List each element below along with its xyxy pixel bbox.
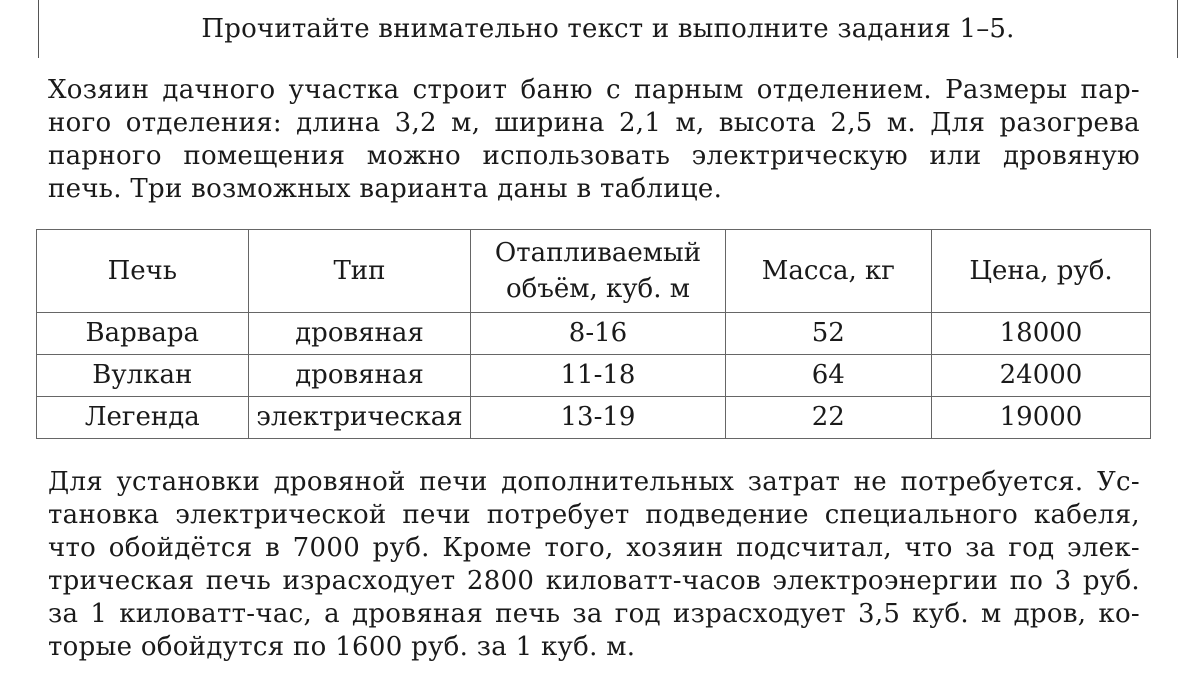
header-price: Цена, руб.: [932, 230, 1151, 313]
details-line: торые обойдутся по 1600 руб. за 1 куб. м.: [48, 632, 636, 662]
intro-line: ного отделения: длина 3,2 м, ширина 2,1 м, высота 2,5 м. Для разогрева: [48, 108, 1140, 138]
cell-mass: 64: [725, 355, 931, 397]
cell-price: 24000: [932, 355, 1151, 397]
cell-volume: 11-18: [471, 355, 725, 397]
intro-line: Хозяин дачного участка строит баню с парным отделением. Размеры пар-: [48, 75, 1140, 105]
details-line: что обойдётся в 7000 руб. Кроме того, хозяин подсчитал, что за год элек-: [48, 533, 1140, 563]
task-instruction: Прочитайте внимательно текст и выполните задания 1–5.: [201, 14, 1015, 44]
header-volume-line1: Отапливаемый: [494, 238, 702, 268]
table-row: [37, 355, 1151, 397]
details-line: трическая печь израсходует 2800 киловатт-часов электроэнергии по 3 руб.: [48, 566, 1140, 596]
header-type: Тип: [248, 230, 471, 313]
cell-volume: 13-19: [471, 397, 725, 439]
cell-oven: Легенда: [37, 397, 249, 439]
header-volume: [471, 230, 725, 313]
cell-price: 18000: [932, 313, 1151, 355]
intro-paragraph: [48, 74, 1140, 206]
details-line: за 1 киловатт-час, а дровяная печь за год израсходует 3,5 куб. м дров, ко-: [48, 599, 1140, 629]
cell-price: 19000: [932, 397, 1151, 439]
cell-oven: Вулкан: [37, 355, 249, 397]
task-header-box: [38, 0, 1178, 58]
details-paragraph: [48, 466, 1140, 664]
cell-mass: 22: [725, 397, 931, 439]
cell-type: электрическая: [248, 397, 471, 439]
intro-line: парного помещения можно использовать электрическую или дровяную: [48, 141, 1140, 171]
cell-mass: 52: [725, 313, 931, 355]
details-line: тановка электрической печи потребует подведение специального кабеля,: [48, 500, 1140, 530]
header-oven: Печь: [37, 230, 249, 313]
header-volume-line2: объём, куб. м: [506, 274, 690, 304]
table-row: [37, 313, 1151, 355]
ovens-table: [36, 229, 1151, 439]
cell-oven: Варвара: [37, 313, 249, 355]
cell-volume: 8-16: [471, 313, 725, 355]
cell-type: дровяная: [248, 355, 471, 397]
table-header-row: [37, 230, 1151, 313]
details-line: Для установки дровяной печи дополнительных затрат не потребуется. Ус-: [48, 467, 1140, 497]
cell-type: дровяная: [248, 313, 471, 355]
intro-line: печь. Три возможных варианта даны в таблице.: [48, 174, 723, 204]
table-row: [37, 397, 1151, 439]
header-mass: Масса, кг: [725, 230, 931, 313]
